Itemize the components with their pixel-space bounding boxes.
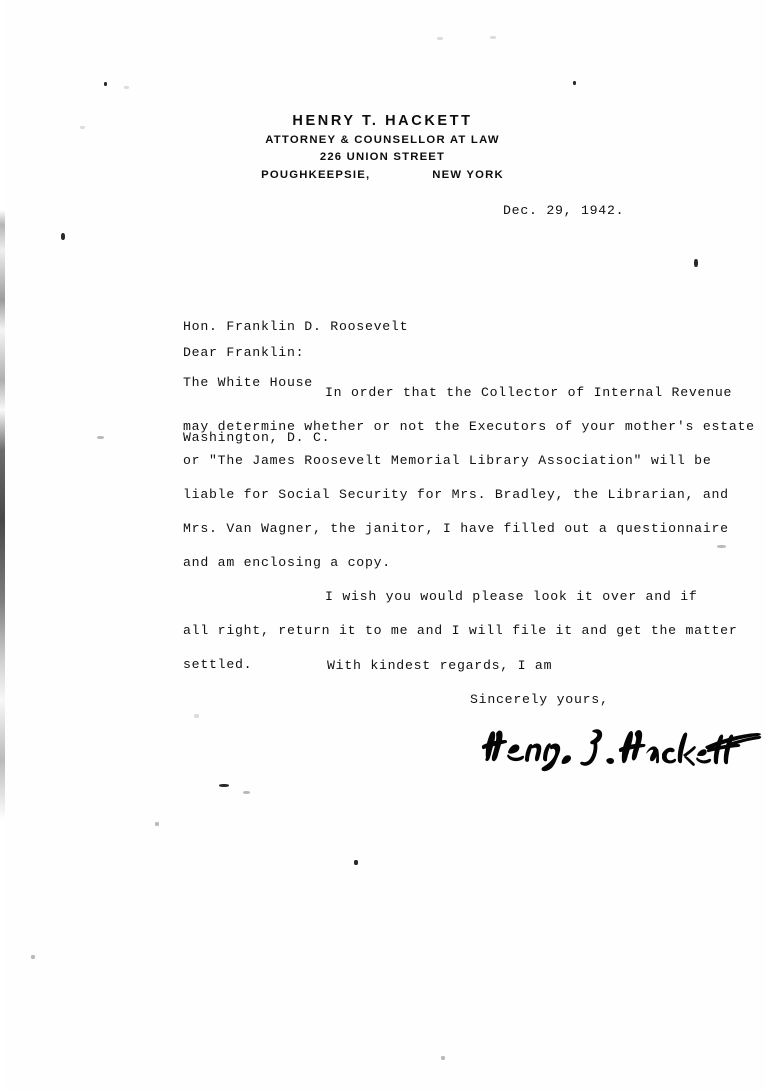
recipient-line-1: Hon. Franklin D. Roosevelt [183, 319, 409, 334]
letterhead-city-state [0, 167, 765, 184]
signature [470, 714, 765, 774]
scan-speck [31, 955, 35, 959]
letterhead-name: HENRY T. HACKETT [292, 113, 473, 129]
scan-speck [441, 1056, 445, 1060]
paragraph-1-line-4: liable for Social Security for Mrs. Bradley, the Librarian, and [183, 487, 729, 502]
scan-speck [124, 86, 129, 89]
scan-speck [573, 81, 576, 85]
scan-speck [694, 259, 698, 267]
scan-speck [155, 822, 159, 826]
letterhead-city: POUGHKEEPSIE, [261, 169, 371, 181]
valediction: Sincerely yours, [470, 692, 609, 707]
letterhead-street: 226 UNION STREET [319, 151, 446, 163]
scan-speck [490, 36, 496, 39]
scan-speck [104, 82, 107, 86]
signature-ink-strokes [470, 714, 765, 774]
scan-speck [80, 126, 85, 129]
paragraph-1-line-5: Mrs. Van Wagner, the janitor, I have filled out a questionnaire [183, 521, 729, 536]
paragraph-2-line-1: I wish you would please look it over and if [325, 589, 698, 604]
scan-speck [219, 784, 229, 787]
paragraph-1-line-2: may determine whether or not the Executors of your mother's estate [183, 419, 755, 434]
scan-speck [717, 545, 726, 548]
scan-speck [61, 233, 65, 240]
salutation: Dear Franklin: [183, 345, 305, 360]
paragraph-1-line-3: or "The James Roosevelt Memorial Library Association" will be [183, 453, 712, 468]
date-line: Dec. 29, 1942. [503, 203, 625, 218]
letterhead-title: ATTORNEY & COUNSELLOR AT LAW [265, 134, 500, 146]
paragraph-1-line-6: and am enclosing a copy. [183, 555, 391, 570]
scan-speck [243, 791, 250, 794]
letterhead [0, 112, 765, 184]
scan-speck [194, 714, 199, 718]
scan-speck [354, 860, 358, 865]
recipient-line-3: Washington, D. C. [183, 430, 331, 445]
paragraph-2-line-3: settled. [183, 657, 253, 672]
closing-line: With kindest regards, I am [327, 658, 553, 673]
paragraph-1-line-1: In order that the Collector of Internal Revenue [325, 385, 733, 400]
paragraph-2-line-2: all right, return it to me and I will file it and get the matter [183, 623, 738, 638]
letterhead-state: NEW YORK [432, 169, 504, 181]
recipient-line-2: The White House [183, 374, 313, 390]
scan-speck [97, 436, 104, 439]
scan-speck [437, 37, 443, 40]
